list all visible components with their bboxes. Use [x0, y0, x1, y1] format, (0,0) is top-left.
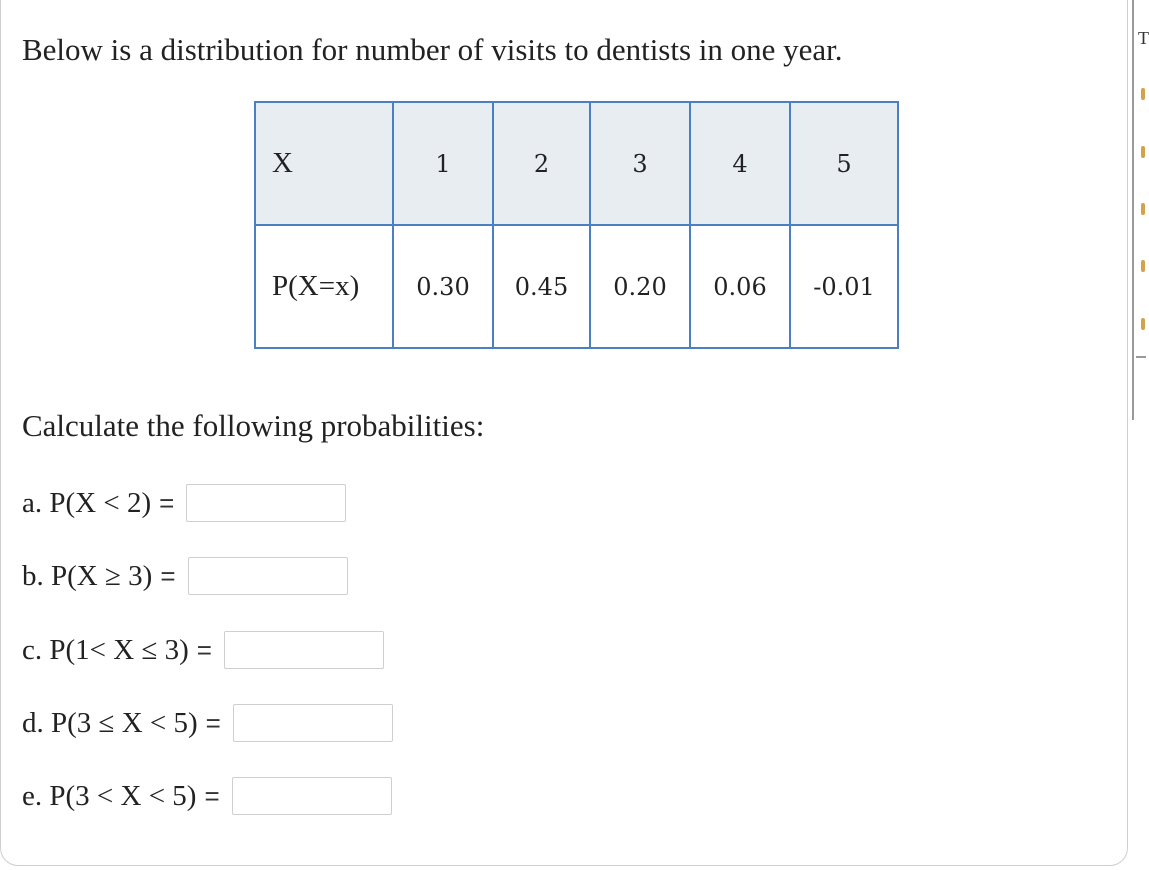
- x-value: 2: [493, 102, 590, 225]
- answer-e-input[interactable]: [232, 777, 392, 815]
- x-value: 4: [690, 102, 790, 225]
- probability-value: 0.30: [393, 225, 493, 348]
- answer-c-input[interactable]: [224, 631, 384, 669]
- equals-sign: =: [204, 780, 220, 811]
- x-value: 3: [590, 102, 690, 225]
- question-d-label: d. P(3 ≤ X < 5): [22, 706, 198, 739]
- equals-sign: =: [159, 487, 175, 518]
- equals-sign: =: [205, 707, 221, 738]
- answer-a-input[interactable]: [186, 484, 346, 522]
- answer-d-input[interactable]: [233, 704, 393, 742]
- x-header: X: [255, 102, 393, 225]
- question-c: [22, 630, 384, 670]
- side-panel-edge: [1132, 0, 1149, 420]
- x-value: 5: [790, 102, 898, 225]
- question-b-label: b. P(X ≥ 3): [22, 559, 153, 592]
- side-panel-marker: [1141, 146, 1145, 158]
- side-panel-marker: [1141, 260, 1145, 272]
- probability-value: 0.45: [493, 225, 590, 348]
- question-c-label: c. P(1< X ≤ 3): [22, 633, 189, 666]
- answer-b-input[interactable]: [188, 557, 348, 595]
- distribution-table: [254, 101, 899, 349]
- x-row: [255, 102, 898, 225]
- side-panel-letter: T: [1138, 28, 1149, 48]
- question-b: [22, 556, 348, 596]
- side-panel-marker: [1141, 203, 1145, 215]
- side-panel-divider: [1136, 356, 1146, 358]
- x-value: 1: [393, 102, 493, 225]
- probability-value: 0.06: [690, 225, 790, 348]
- calculate-prompt: Calculate the following probabilities:: [22, 408, 485, 443]
- question-a: [22, 483, 346, 523]
- side-panel-marker: [1141, 88, 1145, 100]
- probability-value: -0.01: [790, 225, 898, 348]
- probability-row: [255, 225, 898, 348]
- question-e: [22, 776, 392, 816]
- probability-header: P(X=x): [255, 225, 393, 348]
- question-a-label: a. P(X < 2): [22, 486, 152, 519]
- equals-sign: =: [160, 560, 176, 591]
- question-e-label: e. P(3 < X < 5): [22, 779, 197, 812]
- question-intro: Below is a distribution for number of visits to dentists in one year.: [22, 32, 843, 67]
- equals-sign: =: [196, 634, 212, 665]
- question-d: [22, 703, 393, 743]
- side-panel-marker: [1141, 318, 1145, 330]
- probability-value: 0.20: [590, 225, 690, 348]
